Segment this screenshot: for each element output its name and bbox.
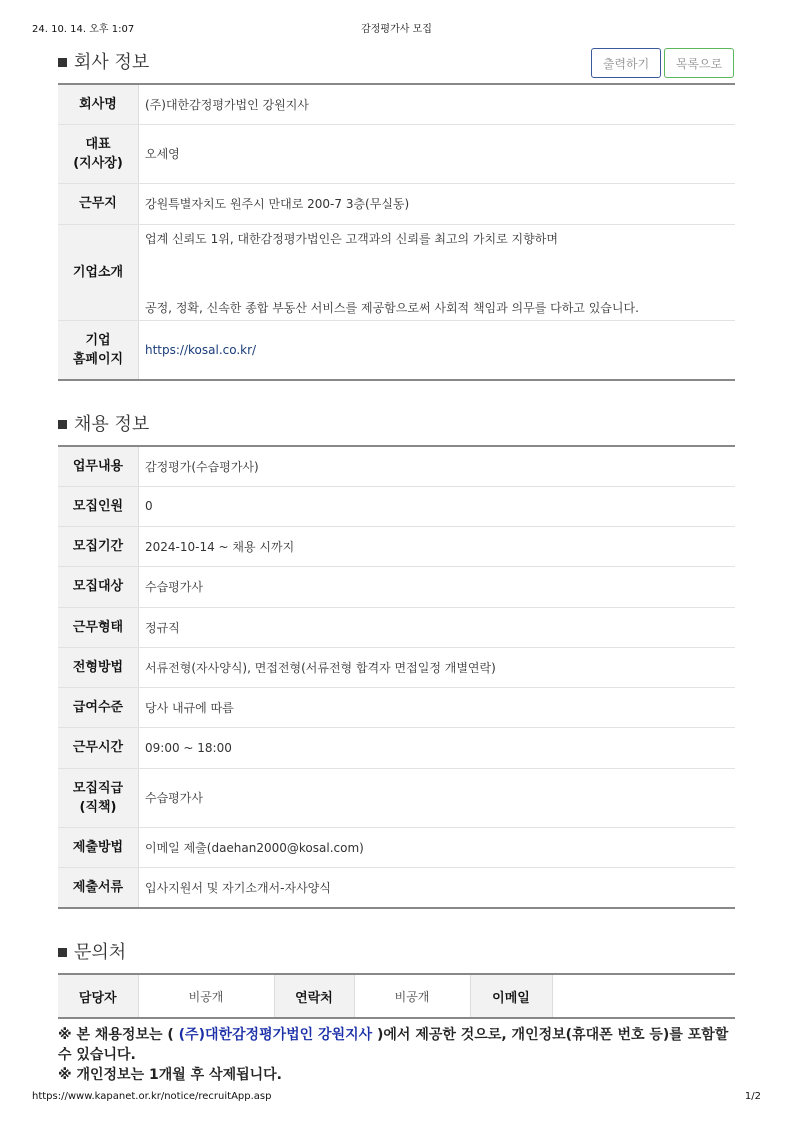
row-value: 당사 내규에 따름 [139,687,736,727]
company-name-value: (주)대한감정평가법인 강원지사 [139,84,736,124]
print-header [32,20,761,36]
row-label: 근무형태 [58,607,139,647]
email-label: 이메일 [470,974,552,1018]
privacy-notice [58,1025,738,1085]
notice-line-1: ※ 본 채용정보는 ( (주)대한감정평가법인 강원지사 )에서 제공한 것으로, 개인정보(휴대폰 번호 등)를 포함할 수 있습니다. [58,1027,729,1063]
table-row [58,607,735,647]
table-row [58,768,735,827]
notice-company: (주)대한감정평가법인 강원지사 [178,1027,373,1043]
contact-section-title: 문의처 [58,938,126,964]
row-value: 서류전형(자사양식), 면접전형(서류전형 합격자 면접일정 개별연락) [139,647,736,687]
contact-table [58,973,735,1019]
row-label: 근무시간 [58,727,139,768]
recruit-info-table [58,445,735,909]
print-button[interactable]: 출력하기 [591,48,661,78]
table-row [58,526,735,566]
work-location-value: 강원특별자치도 원주시 만대로 200-7 3층(무실동) [139,183,736,224]
table-row [58,486,735,526]
row-value: 수습평가사 [139,768,736,827]
table-row [58,727,735,768]
row-label: 근무지 [58,183,139,224]
phone-label: 연락처 [274,974,354,1018]
square-bullet-icon [58,420,67,429]
row-label: 제출방법 [58,827,139,867]
manager-label: 담당자 [58,974,138,1018]
square-bullet-icon [58,58,67,67]
table-row [58,224,735,320]
ceo-value: 오세영 [139,124,736,183]
row-label: 급여수준 [58,687,139,727]
table-row [58,827,735,867]
table-row [58,687,735,727]
row-label: 제출서류 [58,867,139,908]
row-label: 모집대상 [58,566,139,607]
print-title: 감정평가사 모집 [361,24,432,35]
row-label: 모집기간 [58,526,139,566]
manager-value: 비공개 [138,974,274,1018]
row-value: 이메일 제출(daehan2000@kosal.com) [139,827,736,867]
notice-line-2: ※ 개인정보는 1개월 후 삭제됩니다. [58,1067,282,1083]
row-label: 업무내용 [58,446,139,486]
company-intro-value: 업계 신뢰도 1위, 대한감정평가법인은 고객과의 신뢰를 최고의 가치로 지향하며 공정, 정확, 신속한 종합 부동산 서비스를 제공함으로써 사회적 책임과 의무를 다하고 있습니다. [139,224,736,320]
company-info-table [58,83,735,381]
row-label: 모집직급 (직책) [58,768,139,827]
table-row [58,183,735,224]
row-value: 입사지원서 및 자기소개서-자사양식 [139,867,736,908]
row-label: 전형방법 [58,647,139,687]
table-row [58,566,735,607]
table-row [58,446,735,486]
recruit-section-title: 채용 정보 [58,410,149,436]
homepage-link[interactable]: https://kosal.co.kr/ [145,342,257,357]
table-row [58,124,735,183]
row-value: 2024-10-14 ~ 채용 시까지 [139,526,736,566]
row-label: 기업 홈페이지 [58,320,139,380]
table-row [58,867,735,908]
list-button[interactable]: 목록으로 [664,48,734,78]
print-url: https://www.kapanet.or.kr/notice/recruitApp.asp [32,1091,272,1102]
square-bullet-icon [58,948,67,957]
row-label: 회사명 [58,84,139,124]
row-value: 감정평가(수습평가사) [139,446,736,486]
row-value: 0 [139,486,736,526]
row-value: 09:00 ~ 18:00 [139,727,736,768]
row-label: 대표 (지사장) [58,124,139,183]
company-section-title: 회사 정보 [58,48,149,74]
print-datetime: 24. 10. 14. 오후 1:07 [32,24,135,35]
table-row [58,320,735,380]
page-number: 1/2 [744,1091,761,1102]
row-value: 수습평가사 [139,566,736,607]
row-label: 기업소개 [58,224,139,320]
phone-value: 비공개 [354,974,470,1018]
homepage-value [139,320,736,380]
table-row [58,647,735,687]
table-row [58,974,735,1018]
row-label: 모집인원 [58,486,139,526]
print-footer [32,1091,761,1107]
row-value: 정규직 [139,607,736,647]
email-value [552,974,735,1018]
table-row [58,84,735,124]
